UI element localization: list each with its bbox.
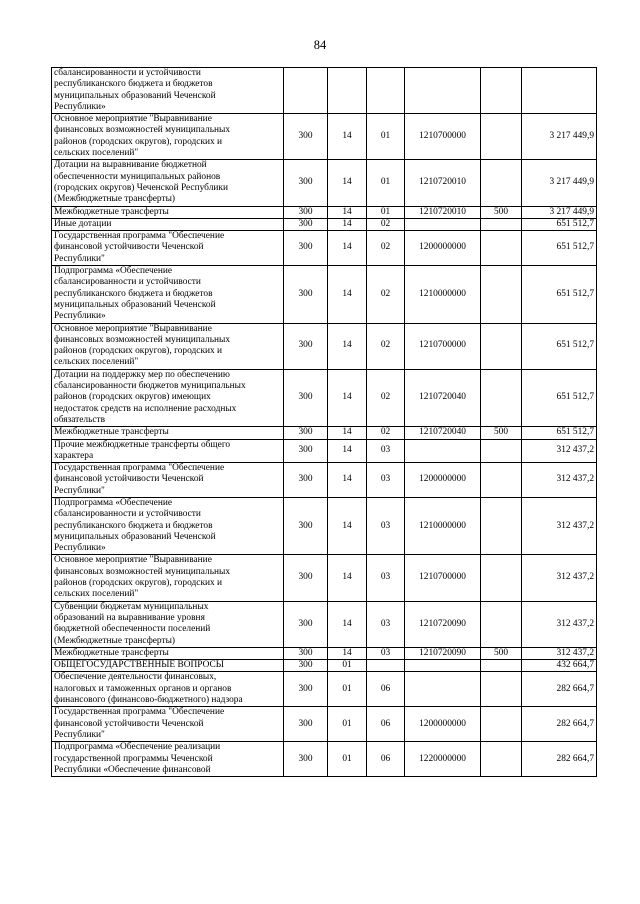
table-row — [52, 266, 597, 323]
item-name-line: республиканского бюджета и бюджетов — [54, 520, 213, 531]
item-name-line: муниципальных образований Чеченской — [54, 299, 216, 310]
table-row — [52, 114, 597, 160]
section-code-cell: 14 — [328, 427, 367, 439]
subsection-code-cell: 01 — [367, 160, 405, 206]
target-article-cell: 1210000000 — [405, 266, 481, 323]
expense-type-cell — [481, 742, 522, 777]
ministry-code-cell: 300 — [284, 439, 328, 463]
section-code-cell: 14 — [328, 369, 367, 426]
target-article-cell — [405, 439, 481, 463]
subsection-code-cell: 03 — [367, 439, 405, 463]
table-row — [52, 707, 597, 742]
table-row — [52, 742, 597, 777]
ministry-code-cell: 300 — [284, 463, 328, 498]
item-name-line: Республики» — [54, 543, 106, 554]
ministry-code-cell: 300 — [284, 369, 328, 426]
ministry-code-cell: 300 — [284, 497, 328, 554]
section-code-cell: 14 — [328, 266, 367, 323]
table-row — [52, 369, 597, 426]
subsection-code-cell: 03 — [367, 555, 405, 601]
amount-cell: 282 664,7 — [522, 672, 597, 707]
ministry-code-cell: 300 — [284, 231, 328, 266]
section-code-cell: 14 — [328, 497, 367, 554]
expense-type-cell — [481, 218, 522, 230]
section-code-cell: 14 — [328, 323, 367, 369]
item-name-line: Иные дотации — [54, 218, 112, 229]
expense-type-cell — [481, 266, 522, 323]
item-name-line: Подпрограмма «Обеспечение — [54, 266, 173, 277]
budget-table — [51, 67, 597, 777]
amount-cell: 3 217 449,9 — [522, 114, 597, 160]
item-name-line: сбалансированности бюджетов муниципальных — [54, 381, 246, 392]
expense-type-cell — [481, 601, 522, 647]
section-code-cell: 01 — [328, 672, 367, 707]
expense-type-cell: 500 — [481, 206, 522, 218]
amount-cell: 651 512,7 — [522, 369, 597, 426]
section-code-cell: 14 — [328, 160, 367, 206]
item-name-cell — [52, 231, 284, 266]
item-name-line: Межбюджетные трансферты — [54, 647, 169, 658]
target-article-cell: 1210700000 — [405, 323, 481, 369]
item-name-line: сельских поселений" — [54, 589, 139, 600]
ministry-code-cell: 300 — [284, 218, 328, 230]
item-name-line: (Межбюджетные трансферты) — [54, 635, 176, 646]
subsection-code-cell: 03 — [367, 463, 405, 498]
section-code-cell: 14 — [328, 463, 367, 498]
table-row — [52, 555, 597, 601]
target-article-cell: 1210720090 — [405, 647, 481, 659]
subsection-code-cell: 03 — [367, 647, 405, 659]
section-code-cell: 14 — [328, 206, 367, 218]
amount-cell: 3 217 449,9 — [522, 160, 597, 206]
table-row — [52, 160, 597, 206]
expense-type-cell — [481, 707, 522, 742]
table-row — [52, 463, 597, 498]
item-name-cell — [52, 68, 284, 114]
item-name-cell — [52, 601, 284, 647]
item-name-cell — [52, 439, 284, 463]
section-code-cell: 14 — [328, 114, 367, 160]
amount-cell: 312 437,2 — [522, 439, 597, 463]
amount-cell — [522, 68, 597, 114]
subsection-code-cell: 06 — [367, 742, 405, 777]
item-name-line: районов (городских округов), городских и — [54, 346, 223, 357]
item-name-cell — [52, 742, 284, 777]
table-row — [52, 439, 597, 463]
table-row — [52, 218, 597, 230]
ministry-code-cell: 300 — [284, 323, 328, 369]
section-code-cell: 14 — [328, 218, 367, 230]
page-number: 84 — [313, 38, 327, 52]
table-row — [52, 323, 597, 369]
amount-cell: 282 664,7 — [522, 707, 597, 742]
item-name-line: районов (городских округов) имеющих — [54, 392, 211, 403]
target-article-cell — [405, 672, 481, 707]
item-name-line: сельских поселений" — [54, 357, 139, 368]
item-name-line: Государственная программа "Обеспечение — [54, 707, 225, 718]
item-name-cell — [52, 707, 284, 742]
subsection-code-cell: 02 — [367, 218, 405, 230]
amount-cell: 3 217 449,9 — [522, 206, 597, 218]
expense-type-cell — [481, 463, 522, 498]
item-name-line: налоговых и таможенных органов и органов — [54, 683, 232, 694]
ministry-code-cell: 300 — [284, 660, 328, 672]
item-name-line: республиканского бюджета и бюджетов — [54, 288, 213, 299]
item-name-line: муниципальных образований Чеченской — [54, 90, 216, 101]
table-row — [52, 427, 597, 439]
section-code-cell: 14 — [328, 231, 367, 266]
section-code-cell: 01 — [328, 660, 367, 672]
section-code-cell: 01 — [328, 707, 367, 742]
subsection-code-cell: 06 — [367, 707, 405, 742]
expense-type-cell — [481, 660, 522, 672]
item-name-line: Республики" — [54, 729, 105, 740]
ministry-code-cell: 300 — [284, 160, 328, 206]
item-name-line: финансовой устойчивости Чеченской — [54, 474, 204, 485]
item-name-cell — [52, 427, 284, 439]
item-name-cell — [52, 672, 284, 707]
amount-cell: 651 512,7 — [522, 231, 597, 266]
expense-type-cell — [481, 160, 522, 206]
expense-type-cell — [481, 369, 522, 426]
expense-type-cell — [481, 672, 522, 707]
expense-type-cell — [481, 231, 522, 266]
expense-type-cell — [481, 114, 522, 160]
item-name-line: финансового (финансово-бюджетного) надзора — [54, 695, 243, 706]
table-row — [52, 206, 597, 218]
item-name-cell — [52, 160, 284, 206]
subsection-code-cell: 02 — [367, 266, 405, 323]
item-name-line: финансовой устойчивости Чеченской — [54, 242, 204, 253]
target-article-cell — [405, 660, 481, 672]
item-name-line: Республики» — [54, 101, 106, 112]
ministry-code-cell: 300 — [284, 206, 328, 218]
item-name-line: Межбюджетные трансферты — [54, 427, 169, 438]
expense-type-cell: 500 — [481, 647, 522, 659]
subsection-code-cell: 01 — [367, 114, 405, 160]
target-article-cell: 1210720040 — [405, 427, 481, 439]
subsection-code-cell: 02 — [367, 323, 405, 369]
item-name-cell — [52, 323, 284, 369]
expense-type-cell — [481, 439, 522, 463]
subsection-code-cell: 02 — [367, 427, 405, 439]
item-name-cell — [52, 647, 284, 659]
item-name-line: Межбюджетные трансферты — [54, 206, 169, 217]
expense-type-cell — [481, 68, 522, 114]
target-article-cell: 1210720090 — [405, 601, 481, 647]
table-row — [52, 672, 597, 707]
budget-table-body — [52, 68, 597, 777]
subsection-code-cell: 03 — [367, 497, 405, 554]
target-article-cell: 1220000000 — [405, 742, 481, 777]
table-row — [52, 231, 597, 266]
item-name-line: сельских поселений" — [54, 148, 139, 159]
item-name-line: характера — [54, 450, 94, 461]
section-code-cell: 14 — [328, 555, 367, 601]
item-name-line: (городских округов) Чеченской Республики — [54, 182, 228, 193]
item-name-line: (Межбюджетные трансферты) — [54, 194, 176, 205]
item-name-line: финансовых возможностей муниципальных — [54, 125, 231, 136]
table-row — [52, 497, 597, 554]
target-article-cell — [405, 68, 481, 114]
item-name-line: обязательств — [54, 414, 106, 425]
item-name-cell — [52, 497, 284, 554]
ministry-code-cell: 300 — [284, 707, 328, 742]
item-name-cell — [52, 266, 284, 323]
target-article-cell: 1210000000 — [405, 497, 481, 554]
subsection-code-cell: 02 — [367, 369, 405, 426]
target-article-cell: 1210720040 — [405, 369, 481, 426]
amount-cell: 312 437,2 — [522, 647, 597, 659]
ministry-code-cell: 300 — [284, 742, 328, 777]
item-name-line: обеспеченности муниципальных районов — [54, 171, 221, 182]
target-article-cell: 1210700000 — [405, 114, 481, 160]
expense-type-cell — [481, 497, 522, 554]
subsection-code-cell — [367, 68, 405, 114]
target-article-cell: 1210720010 — [405, 206, 481, 218]
item-name-cell — [52, 463, 284, 498]
target-article-cell: 1210720010 — [405, 160, 481, 206]
item-name-line: Государственная программа "Обеспечение — [54, 231, 225, 242]
item-name-cell — [52, 206, 284, 218]
item-name-line: муниципальных образований Чеченской — [54, 531, 216, 542]
item-name-cell — [52, 218, 284, 230]
item-name-line: сбалансированности и устойчивости — [54, 509, 201, 520]
item-name-cell — [52, 114, 284, 160]
item-name-line: государственной программы Чеченской — [54, 753, 213, 764]
table-row — [52, 601, 597, 647]
subsection-code-cell: 01 — [367, 206, 405, 218]
item-name-line: недостаток средств на исполнение расходных — [54, 403, 237, 414]
ministry-code-cell: 300 — [284, 672, 328, 707]
item-name-line: Подпрограмма «Обеспечение реализации — [54, 742, 221, 753]
amount-cell: 651 512,7 — [522, 266, 597, 323]
item-name-cell — [52, 369, 284, 426]
item-name-cell — [52, 555, 284, 601]
item-name-line: республиканского бюджета и бюджетов — [54, 79, 213, 90]
item-name-line: сбалансированности и устойчивости — [54, 68, 201, 78]
section-code-cell: 14 — [328, 601, 367, 647]
item-name-line: Республики» — [54, 311, 106, 322]
section-code-cell — [328, 68, 367, 114]
subsection-code-cell — [367, 660, 405, 672]
subsection-code-cell: 03 — [367, 601, 405, 647]
ministry-code-cell: 300 — [284, 114, 328, 160]
expense-type-cell: 500 — [481, 427, 522, 439]
item-name-line: районов (городских округов), городских и — [54, 578, 223, 589]
target-article-cell — [405, 218, 481, 230]
target-article-cell: 1200000000 — [405, 231, 481, 266]
item-name-line: Государственная программа "Обеспечение — [54, 463, 225, 474]
item-name-line: образований на выравнивание уровня — [54, 612, 205, 623]
target-article-cell: 1200000000 — [405, 463, 481, 498]
item-name-cell — [52, 660, 284, 672]
item-name-line: Основное мероприятие "Выравнивание — [54, 114, 212, 125]
subsection-code-cell: 02 — [367, 231, 405, 266]
item-name-line: бюджетной обеспеченности поселений — [54, 624, 211, 635]
item-name-line: Прочие межбюджетные трансферты общего — [54, 439, 231, 450]
expense-type-cell — [481, 555, 522, 601]
item-name-line: Основное мероприятие "Выравнивание — [54, 555, 212, 566]
amount-cell: 432 664,7 — [522, 660, 597, 672]
item-name-line: сбалансированности и устойчивости — [54, 277, 201, 288]
item-name-line: Подпрограмма «Обеспечение — [54, 497, 173, 508]
item-name-line: ОБЩЕГОСУДАРСТВЕННЫЕ ВОПРОСЫ — [54, 660, 224, 671]
item-name-line: финансовых возможностей муниципальных — [54, 566, 231, 577]
item-name-line: финансовых возможностей муниципальных — [54, 334, 231, 345]
amount-cell: 312 437,2 — [522, 601, 597, 647]
target-article-cell: 1210700000 — [405, 555, 481, 601]
item-name-line: Дотации на выравнивание бюджетной — [54, 160, 207, 171]
item-name-line: Республики «Обеспечение финансовой — [54, 764, 211, 775]
item-name-line: финансовой устойчивости Чеченской — [54, 718, 204, 729]
subsection-code-cell: 06 — [367, 672, 405, 707]
target-article-cell: 1200000000 — [405, 707, 481, 742]
item-name-line: Основное мероприятие "Выравнивание — [54, 323, 212, 334]
item-name-line: Республики" — [54, 253, 105, 264]
amount-cell: 651 512,7 — [522, 218, 597, 230]
ministry-code-cell: 300 — [284, 601, 328, 647]
item-name-line: Дотации на поддержку мер по обеспечению — [54, 369, 230, 380]
amount-cell: 651 512,7 — [522, 427, 597, 439]
ministry-code-cell: 300 — [284, 555, 328, 601]
table-row — [52, 647, 597, 659]
amount-cell: 282 664,7 — [522, 742, 597, 777]
section-code-cell: 14 — [328, 439, 367, 463]
ministry-code-cell — [284, 68, 328, 114]
amount-cell: 312 437,2 — [522, 497, 597, 554]
section-code-cell: 14 — [328, 647, 367, 659]
item-name-line: Обеспечение деятельности финансовых, — [54, 672, 217, 683]
table-row — [52, 68, 597, 114]
ministry-code-cell: 300 — [284, 427, 328, 439]
item-name-line: Субвенции бюджетам муниципальных — [54, 601, 209, 612]
amount-cell: 651 512,7 — [522, 323, 597, 369]
item-name-line: Республики" — [54, 485, 105, 496]
section-code-cell: 01 — [328, 742, 367, 777]
item-name-line: районов (городских округов), городских и — [54, 136, 223, 147]
table-row — [52, 660, 597, 672]
amount-cell: 312 437,2 — [522, 555, 597, 601]
ministry-code-cell: 300 — [284, 647, 328, 659]
amount-cell: 312 437,2 — [522, 463, 597, 498]
ministry-code-cell: 300 — [284, 266, 328, 323]
expense-type-cell — [481, 323, 522, 369]
